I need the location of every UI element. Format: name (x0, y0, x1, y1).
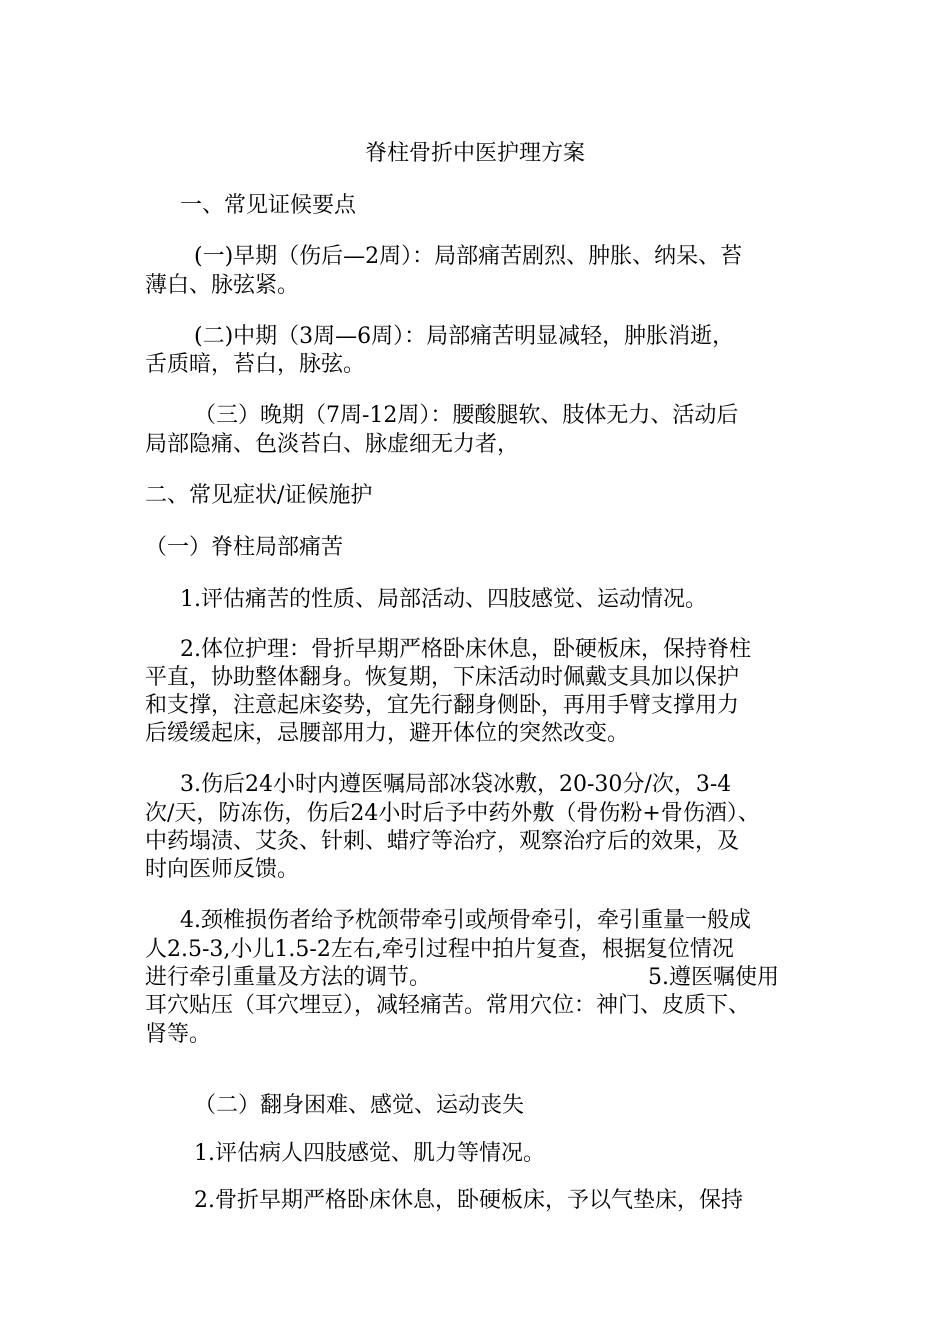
section1-middle-line2: 舌质暗，苔白，脉弦。 (145, 352, 366, 377)
sub1-item2-line2: 平直，协助整体翻身。恢复期，下床活动时佩戴支具加以保护 (145, 665, 740, 690)
sub1-item4-line1: 4.颈椎损伤者给予枕颌带牵引或颅骨牵引，牵引重量一般成 (180, 908, 751, 933)
sub1-item3-line2: 次/天，防冻伤，伤后24小时后予中药外敷（骨伤粉+骨伤酒）、 (145, 801, 760, 826)
sub1-item2-line3: 和支撑，注意起床姿势，宜先行翻身侧卧，再用手臂支撑用力 (145, 693, 740, 718)
sub1-item3-line4: 时向医师反馈。 (145, 857, 300, 882)
section1-middle-line1: (二)中期（3周—6周）：局部痛苦明显减轻，肿胀消逝， (194, 324, 735, 349)
sub1-item2-line4: 后缓缓起床，忌腰部用力，避开体位的突然改变。 (145, 721, 630, 746)
sub1-item1: 1.评估痛苦的性质、局部活动、四肢感觉、运动情况。 (180, 587, 707, 612)
sub1-item4-line2: 人2.5-3,小儿1.5-2左右,牵引过程中拍片复查，根据复位情况 (145, 937, 734, 962)
sub1-item5-line1: 5.遵医嘱使用 (648, 965, 779, 990)
section1-heading: 一、常见证候要点 (180, 193, 357, 218)
section1-early-line2: 薄白、脉弦紧。 (145, 273, 300, 298)
sub1-item4-line3: 进行牵引重量及方法的调节。 (145, 965, 432, 990)
sub1-item5-line2: 耳穴贴压（耳穴埋豆），减轻痛苦。常用穴位：神门、皮质下、 (145, 993, 751, 1018)
section1-early-line1: (一)早期（伤后—2周）：局部痛苦剧烈、肿胀、纳呆、苔 (194, 244, 743, 269)
sub1-item2-line1: 2.体位护理：骨折早期严格卧床休息，卧硬板床，保持脊柱 (180, 637, 751, 662)
sub2-item1: 1.评估病人四肢感觉、肌力等情况。 (194, 1141, 545, 1166)
sub2-item2-line1: 2.骨折早期严格卧床休息，卧硬板床，予以气垫床，保持 (194, 1188, 743, 1213)
section2-heading: 二、常见症状/证候施护 (145, 483, 373, 508)
section1-late-line1: （三）晚期（7周-12周）：腰酸腿软、肢体无力、活动后 (194, 403, 739, 428)
sub2-heading: （二）翻身困难、感觉、运动丧失 (194, 1093, 525, 1118)
sub1-item3-line3: 中药塌渍、艾灸、针刺、蜡疗等治疗，观察治疗后的效果，及 (145, 829, 740, 854)
sub1-item5-line3: 肾等。 (145, 1022, 212, 1047)
section1-late-line2: 局部隐痛、色淡苔白、脉虚细无力者， (145, 432, 520, 457)
document-title: 脊柱骨折中医护理方案 (364, 141, 585, 166)
sub1-item3-line1: 3.伤后24小时内遵医嘱局部冰袋冰敷，20-30分/次，3-4 (180, 772, 732, 797)
sub1-heading: （一）脊柱局部痛苦 (145, 535, 344, 560)
